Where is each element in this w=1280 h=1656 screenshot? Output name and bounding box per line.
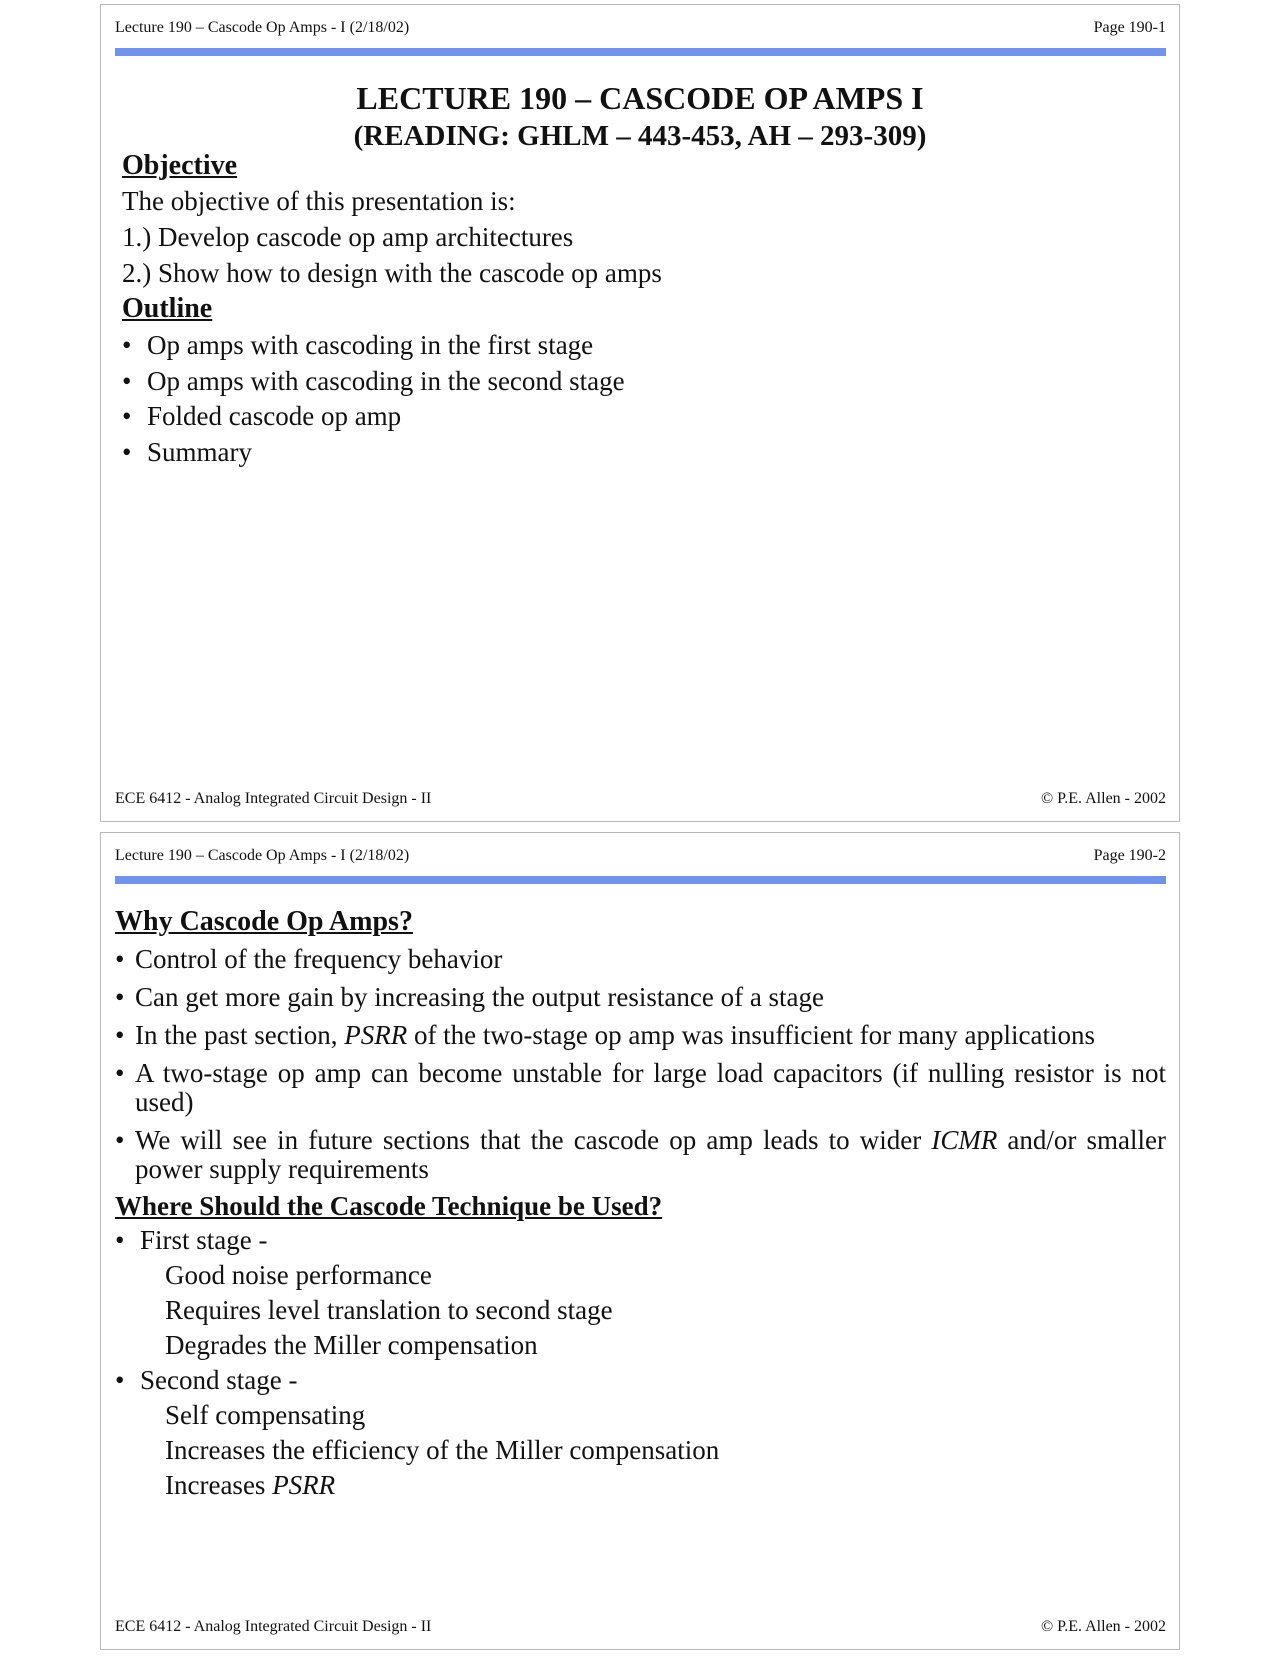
slide-footer-course: ECE 6412 - Analog Integrated Circuit Design - II (115, 790, 432, 807)
slide-footer-copyright: © P.E. Allen - 2002 (1040, 790, 1166, 807)
second-stage-point: Increases PSRR (165, 1470, 336, 1500)
objective-intro: The objective of this presentation is: (122, 186, 516, 216)
bullet-icon: • (115, 982, 125, 1012)
bullet-icon: • (115, 1365, 125, 1395)
slide-header-title: Lecture 190 – Cascode Op Amps - I (2/18/02) (115, 19, 410, 36)
why-item: • We will see in future sections that the cascode op amp leads to wider ICMR and/or smaller power supply requirements (115, 1125, 1167, 1184)
slide-footer-copyright: © P.E. Allen - 2002 (1040, 1618, 1166, 1635)
second-stage-point: Self compensating (165, 1400, 366, 1430)
psrr-term: PSRR (272, 1470, 336, 1500)
outline-item: • Folded cascode op amp (122, 401, 402, 431)
outline-item: • Summary (122, 437, 252, 467)
slide-footer-course: ECE 6412 - Analog Integrated Circuit Design - II (115, 1618, 432, 1635)
outline-item: • Op amps with cascoding in the second stage (122, 366, 625, 396)
bullet-icon: • (122, 437, 132, 467)
bullet-icon: • (122, 401, 132, 431)
why-item: • In the past section, PSRR of the two-stage op amp was insufficient for many applications (115, 1020, 1096, 1050)
bullet-icon: • (115, 1020, 125, 1050)
why-cascode-heading: Why Cascode Op Amps? (115, 906, 413, 937)
second-stage-item: • Second stage - (115, 1365, 298, 1395)
slide-190-1 (100, 4, 1180, 822)
slide-header-title: Lecture 190 – Cascode Op Amps - I (2/18/02) (115, 847, 410, 864)
slide-page-number: Page 190-2 (1093, 847, 1166, 864)
bullet-icon: • (122, 366, 132, 396)
second-stage-point: Increases the efficiency of the Miller compensation (165, 1435, 720, 1465)
bullet-icon: • (115, 944, 125, 974)
bullet-icon: • (115, 1125, 125, 1155)
bullet-icon: • (122, 330, 132, 360)
header-accent-bar (115, 48, 1166, 56)
outline-item: • Op amps with cascoding in the first stage (122, 330, 594, 360)
why-item: • Control of the frequency behavior (115, 944, 503, 974)
lecture-title: LECTURE 190 – CASCODE OP AMPS I (356, 80, 924, 116)
bullet-icon: • (115, 1058, 125, 1088)
icmr-term: ICMR (931, 1125, 998, 1155)
objective-heading: Objective (122, 150, 238, 181)
why-item: • Can get more gain by increasing the output resistance of a stage (115, 982, 825, 1012)
objective-item: 2.) Show how to design with the cascode op amps (122, 258, 662, 288)
bullet-icon: • (115, 1225, 125, 1255)
first-stage-item: • First stage - (115, 1225, 268, 1255)
reading-subtitle: (READING: GHLM – 443-453, AH – 293-309) (353, 120, 927, 152)
slide-page-number: Page 190-1 (1093, 19, 1166, 36)
header-accent-bar (115, 876, 1166, 884)
first-stage-point: Good noise performance (165, 1260, 432, 1290)
outline-heading: Outline (122, 293, 213, 324)
first-stage-point: Requires level translation to second stage (165, 1295, 613, 1325)
where-cascode-heading: Where Should the Cascode Technique be Used? (115, 1191, 663, 1221)
psrr-term: PSRR (344, 1020, 408, 1050)
first-stage-point: Degrades the Miller compensation (165, 1330, 538, 1360)
objective-item: 1.) Develop cascode op amp architectures (122, 222, 574, 252)
slide-190-2 (100, 832, 1180, 1650)
why-item: • A two-stage op amp can become unstable for large load capacitors (if nulling resistor is not used) (115, 1058, 1166, 1117)
